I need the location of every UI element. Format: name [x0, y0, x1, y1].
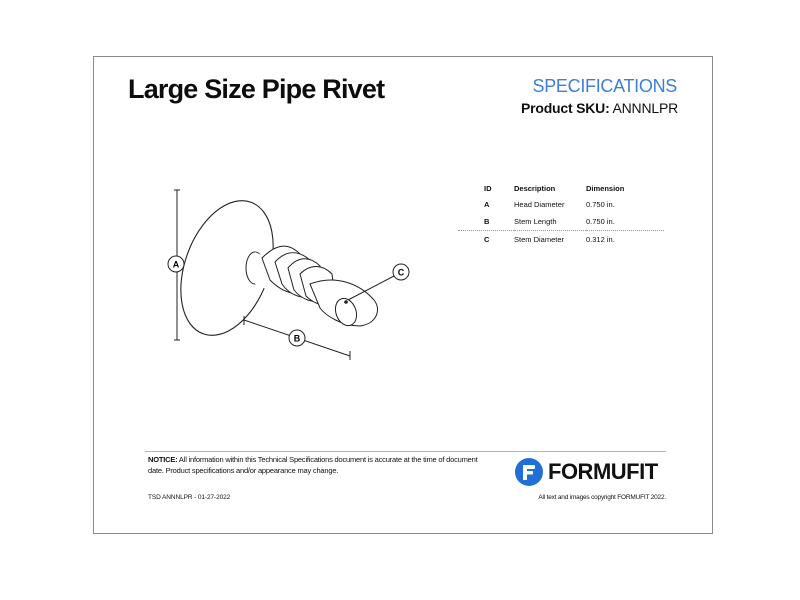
table-header-row — [458, 180, 664, 196]
row-id: B — [484, 217, 490, 226]
point-c-marker — [344, 300, 348, 304]
row-dimension: 0.312 in. — [586, 231, 664, 249]
product-sku — [521, 100, 678, 116]
sku-label: Product SKU: — [520, 100, 610, 116]
row-description: Stem Diameter — [514, 231, 586, 249]
table-row — [458, 231, 664, 249]
footer-divider — [145, 451, 666, 452]
brand-name: FORMUFIT — [548, 459, 658, 484]
rivet-drawing — [160, 180, 420, 370]
document-code: TSD ANNNLPR - 01-27-2022 — [148, 494, 231, 501]
dimensions-table — [458, 180, 664, 248]
notice-text — [148, 455, 478, 476]
copyright-text: All text and images copyright FORMUFIT 2022. — [538, 494, 666, 501]
svg-text:C: C — [397, 267, 405, 278]
row-description: Head Diameter — [514, 200, 565, 209]
row-dimension: 0.750 in. — [586, 200, 615, 209]
header-id: ID — [484, 183, 492, 193]
table-row — [458, 196, 664, 213]
sku-value: ANNNLPR — [612, 100, 678, 116]
callout-c — [393, 264, 409, 280]
notice-body: All information within this Technical Specifications document is accurate at the time of document date. Product specifications and/or appearance may change. — [148, 455, 478, 475]
row-id: A — [484, 200, 490, 209]
formufit-logo-icon — [515, 458, 543, 486]
callout-b — [289, 330, 305, 346]
table-row — [458, 213, 664, 231]
notice-label: NOTICE: — [148, 455, 178, 464]
row-id: C — [458, 231, 514, 249]
page-title: Large Size Pipe Rivet — [128, 74, 385, 104]
specifications-heading: SPECIFICATIONS — [532, 76, 677, 96]
formufit-logo — [515, 457, 658, 487]
row-dimension: 0.750 in. — [586, 217, 615, 226]
header-dimension: Dimension — [586, 183, 625, 193]
rivet-stem — [246, 246, 378, 328]
svg-text:B: B — [293, 333, 301, 344]
row-description: Stem Length — [514, 217, 557, 226]
header-description: Description — [514, 183, 556, 193]
svg-text:A: A — [172, 259, 180, 270]
callout-a — [168, 256, 184, 272]
